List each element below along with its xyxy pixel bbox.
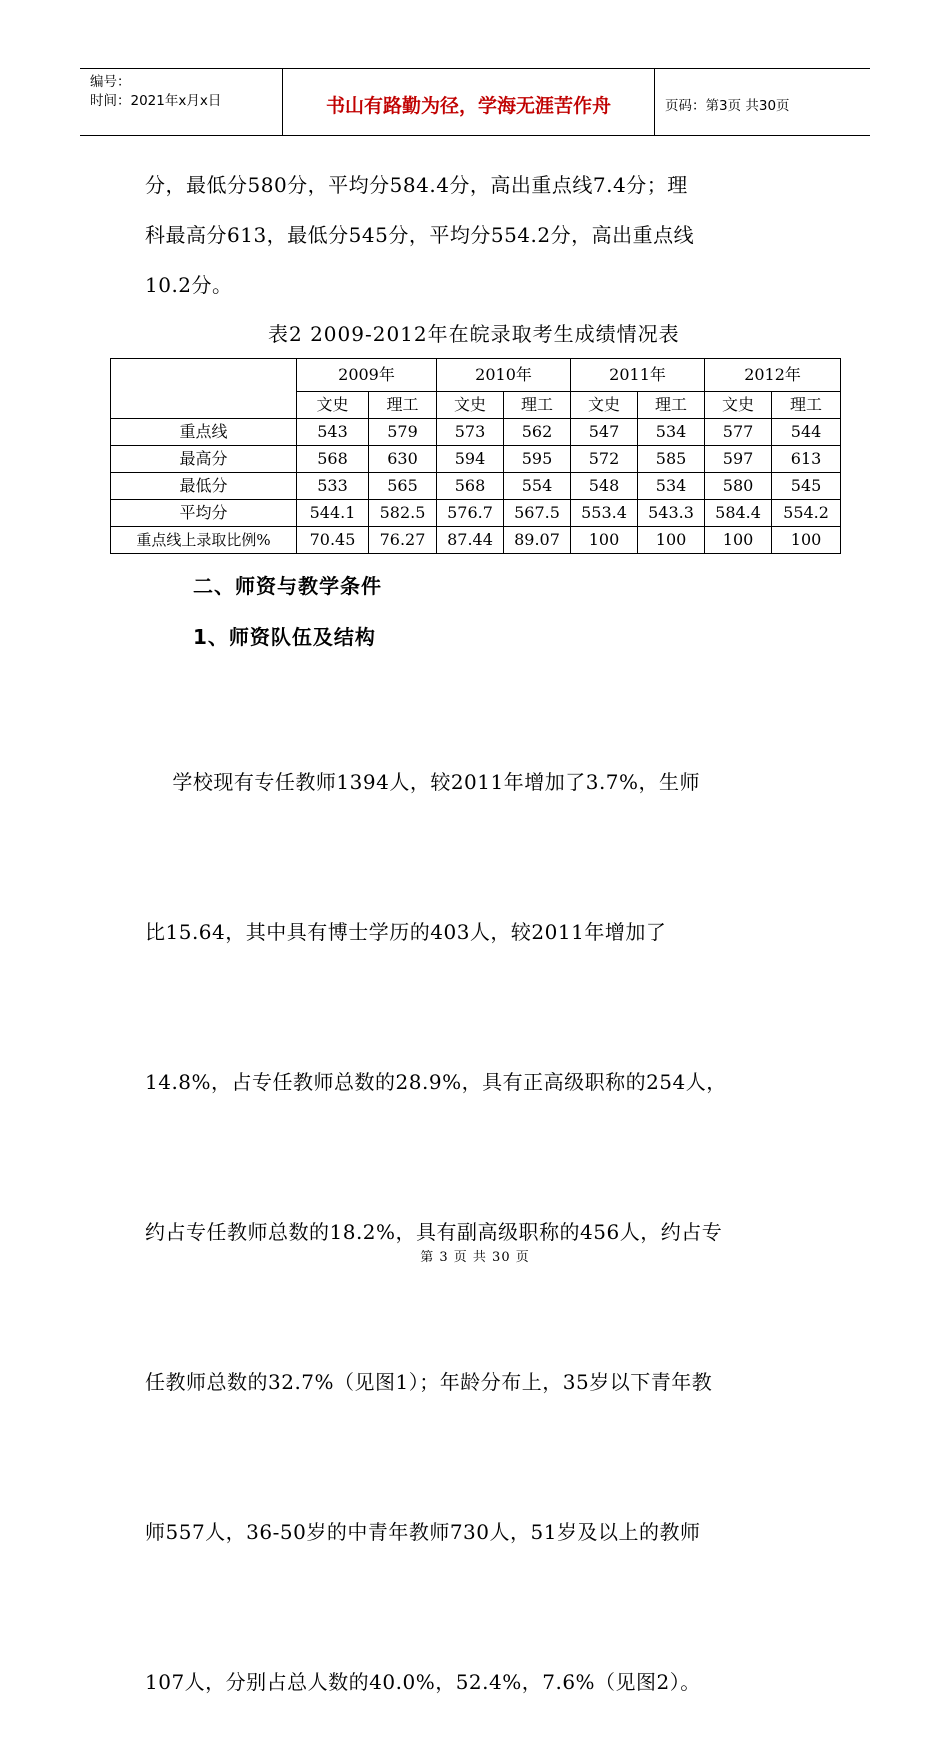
table-cell: 597 [705,446,772,473]
text-line: 分，最低分580分，平均分584.4分，高出重点线7.4分；理 [145,173,688,197]
table-cell: 553.4 [571,500,638,527]
subheader-cell: 理工 [504,392,571,419]
table-cell: 100 [705,527,772,554]
text-line: 科最高分613，最低分545分，平均分554.2分，高出重点线 [145,223,695,247]
table-cell: 572 [571,446,638,473]
year-header: 2011年 [571,359,705,392]
table-cell: 548 [571,473,638,500]
text-line: 14.8%，占专任教师总数的28.9%，具有正高级职称的254人， [145,1070,727,1094]
table-caption: 表2 2009-2012年在皖录取考生成绩情况表 [268,322,680,346]
subheader-cell: 理工 [369,392,437,419]
faculty-paragraph [145,657,805,1757]
table-cell: 630 [369,446,437,473]
table-cell: 89.07 [504,527,571,554]
table-cell: 568 [437,473,504,500]
row-label: 最高分 [111,446,297,473]
subheader-cell: 文史 [571,392,638,419]
header-motto: 书山有路勤为径，学海无涯苦作舟 [283,69,655,135]
table-row [111,527,841,554]
table-cell: 567.5 [504,500,571,527]
intro-paragraph [145,160,805,310]
table-cell: 576.7 [437,500,504,527]
page-header [80,68,870,136]
table-cell: 562 [504,419,571,446]
table-cell: 565 [369,473,437,500]
table-cell: 580 [705,473,772,500]
section-heading: 二、师资与教学条件 [193,574,382,598]
table-row [111,419,841,446]
table-cell: 534 [638,473,705,500]
table-cell: 582.5 [369,500,437,527]
table-cell: 543.3 [638,500,705,527]
table-cell: 547 [571,419,638,446]
year-header: 2009年 [297,359,437,392]
header-meta [80,69,283,135]
table-cell: 100 [772,527,841,554]
year-header: 2010年 [437,359,571,392]
table-cell: 544 [772,419,841,446]
header-page-info: 页码：第3页 共30页 [665,98,790,114]
row-label: 重点线 [111,419,297,446]
table-cell: 577 [705,419,772,446]
subheader-cell: 文史 [297,392,369,419]
row-label: 重点线上录取比例% [111,527,297,554]
document-time-label: 时间：2021年x月x日 [90,93,222,109]
table-header-row [111,359,841,392]
table-cell: 594 [437,446,504,473]
table-cell: 554.2 [772,500,841,527]
subheader-cell: 理工 [772,392,841,419]
table-cell: 584.4 [705,500,772,527]
table-cell: 554 [504,473,571,500]
document-number-label: 编号： [90,74,131,90]
text-line: 任教师总数的32.7%（见图1）；年龄分布上，35岁以下青年教 [145,1370,713,1394]
row-label: 最低分 [111,473,297,500]
table-cell: 595 [504,446,571,473]
table-row [111,500,841,527]
table-corner-cell [111,359,297,419]
table-cell: 100 [638,527,705,554]
table-cell: 568 [297,446,369,473]
table-row [111,446,841,473]
table-cell: 534 [638,419,705,446]
text-line: 约占专任教师总数的18.2%，具有副高级职称的456人，约占专 [145,1220,723,1244]
table-cell: 579 [369,419,437,446]
text-line: 107人，分别占总人数的40.0%，52.4%，7.6%（见图2）。 [145,1670,701,1694]
table-row [111,473,841,500]
subheader-cell: 理工 [638,392,705,419]
table-cell: 545 [772,473,841,500]
subheader-cell: 文史 [705,392,772,419]
text-line: 10.2分。 [145,273,233,297]
text-line: 比15.64，其中具有博士学历的403人，较2011年增加了 [145,920,667,944]
year-header: 2012年 [705,359,841,392]
table-cell: 76.27 [369,527,437,554]
subheader-cell: 文史 [437,392,504,419]
table-cell: 544.1 [297,500,369,527]
row-label: 平均分 [111,500,297,527]
table-cell: 533 [297,473,369,500]
table-cell: 573 [437,419,504,446]
subsection-heading: 1、师资队伍及结构 [193,625,376,649]
text-line: 师557人，36-50岁的中青年教师730人，51岁及以上的教师 [145,1520,701,1544]
table-cell: 543 [297,419,369,446]
table-cell: 100 [571,527,638,554]
page-footer: 第 3 页 共 30 页 [420,1250,530,1265]
table-cell: 70.45 [297,527,369,554]
table-cell: 613 [772,446,841,473]
table-cell: 87.44 [437,527,504,554]
table-cell: 585 [638,446,705,473]
text-line: 学校现有专任教师1394人，较2011年增加了3.7%，生师 [145,770,701,794]
scores-table [110,358,841,554]
